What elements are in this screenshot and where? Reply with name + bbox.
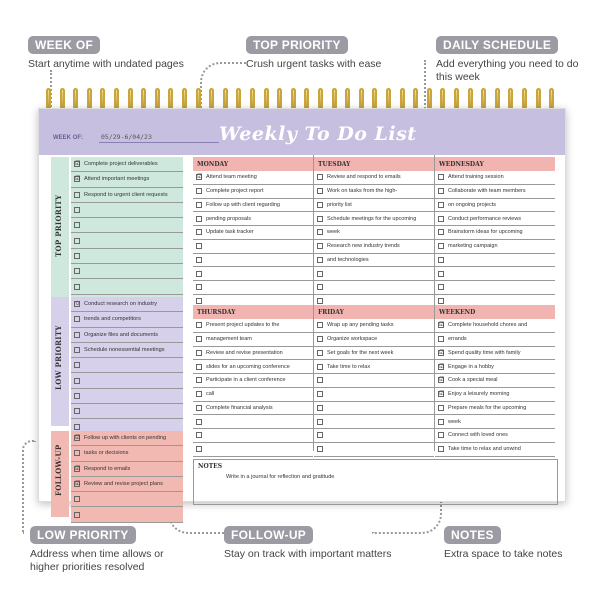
task-text: slides for an upcoming conference <box>206 363 290 370</box>
day-column-weekend <box>435 305 555 457</box>
task-checkbox[interactable] <box>74 316 80 322</box>
task-text: priority list <box>327 201 352 208</box>
task-checkbox[interactable] <box>196 229 202 235</box>
week-of-label: WEEK OF: <box>53 135 83 141</box>
low-priority-tab <box>51 297 69 426</box>
task-text: Review and revise presentation <box>206 349 283 356</box>
task-checkbox[interactable] <box>74 496 80 502</box>
task-text: Organize workspace <box>327 336 378 343</box>
task-checkbox[interactable] <box>74 332 80 338</box>
planner-header <box>39 109 565 155</box>
task-line[interactable] <box>314 360 434 374</box>
column-divider <box>313 155 314 451</box>
task-text: Complete project deliverables <box>84 161 158 168</box>
task-line[interactable] <box>314 388 434 402</box>
task-checkbox[interactable] <box>74 362 80 368</box>
task-line[interactable] <box>435 199 555 213</box>
task-checkbox[interactable] <box>317 336 323 342</box>
task-line[interactable] <box>314 319 434 333</box>
callout-daily-schedule-label: DAILY SCHEDULE <box>436 36 558 54</box>
task-checkbox[interactable] <box>196 364 202 370</box>
task-checkbox[interactable] <box>74 268 80 274</box>
task-checkbox[interactable]: ☑ <box>75 465 81 472</box>
task-line[interactable] <box>314 185 434 199</box>
task-checkbox[interactable] <box>317 229 323 235</box>
task-checkbox[interactable] <box>317 322 323 328</box>
task-line[interactable] <box>71 507 183 522</box>
task-checkbox[interactable] <box>317 271 323 277</box>
task-line[interactable] <box>193 415 313 429</box>
task-checkbox[interactable] <box>74 408 80 414</box>
task-text: Attend training session <box>448 174 504 181</box>
task-line[interactable] <box>193 171 313 185</box>
task-text: Set goals for the next week <box>327 349 394 356</box>
task-line[interactable] <box>435 281 555 295</box>
task-text: Complete financial analysis <box>206 404 273 411</box>
task-line[interactable] <box>435 226 555 240</box>
task-line[interactable] <box>193 185 313 199</box>
leader-low-priority <box>22 440 36 534</box>
task-line[interactable] <box>193 333 313 347</box>
task-checkbox[interactable] <box>438 419 444 425</box>
task-text: Conduct performance reviews <box>448 215 522 222</box>
task-line[interactable] <box>314 171 434 185</box>
task-checkbox[interactable] <box>74 393 80 399</box>
notes-box[interactable] <box>193 459 558 505</box>
task-checkbox[interactable] <box>317 377 323 383</box>
task-checkbox[interactable] <box>438 405 444 411</box>
task-line[interactable] <box>314 443 434 457</box>
task-line[interactable] <box>435 374 555 388</box>
task-line[interactable] <box>71 446 183 461</box>
task-line[interactable] <box>435 212 555 226</box>
task-checkbox[interactable] <box>196 298 202 304</box>
task-line[interactable] <box>193 360 313 374</box>
callout-week-of <box>28 36 184 71</box>
week-of-value[interactable]: 05/29-6/04/23 <box>101 133 152 141</box>
task-line[interactable] <box>71 279 183 294</box>
task-line[interactable] <box>71 249 183 264</box>
task-checkbox[interactable] <box>196 216 202 222</box>
day-header: WEDNESDAY <box>435 157 555 171</box>
task-line[interactable] <box>314 402 434 416</box>
task-line[interactable] <box>193 226 313 240</box>
task-line[interactable] <box>314 226 434 240</box>
task-checkbox[interactable]: ☑ <box>439 322 445 329</box>
task-checkbox[interactable] <box>74 238 80 244</box>
task-line[interactable] <box>435 254 555 268</box>
task-line[interactable] <box>314 199 434 213</box>
callout-follow-up-desc: Stay on track with important matters <box>224 548 392 560</box>
task-checkbox[interactable] <box>74 424 80 430</box>
task-checkbox[interactable] <box>196 322 202 328</box>
task-checkbox[interactable] <box>74 450 80 456</box>
task-checkbox[interactable] <box>317 419 323 425</box>
task-line[interactable] <box>71 358 183 373</box>
callout-top-priority-label: TOP PRIORITY <box>246 36 348 54</box>
task-line[interactable] <box>314 374 434 388</box>
task-checkbox[interactable] <box>317 243 323 249</box>
task-text: Follow up with client regarding <box>206 201 280 208</box>
callout-low-priority-label: LOW PRIORITY <box>30 526 136 544</box>
task-checkbox[interactable]: ☑ <box>75 176 81 183</box>
task-checkbox[interactable] <box>74 192 80 198</box>
task-checkbox[interactable]: ☑ <box>439 349 445 356</box>
low-priority-panel <box>51 297 183 426</box>
column-divider <box>434 155 435 451</box>
task-checkbox[interactable]: ☑ <box>439 391 445 398</box>
task-line[interactable] <box>71 477 183 492</box>
task-line[interactable] <box>71 233 183 248</box>
task-checkbox[interactable] <box>438 243 444 249</box>
task-line[interactable] <box>314 212 434 226</box>
task-checkbox[interactable] <box>317 350 323 356</box>
task-checkbox[interactable]: ☑ <box>439 377 445 384</box>
week-of-underline <box>99 142 219 143</box>
task-line[interactable] <box>314 429 434 443</box>
task-checkbox[interactable] <box>438 202 444 208</box>
task-line[interactable] <box>435 415 555 429</box>
task-line[interactable] <box>435 347 555 361</box>
task-text: Research new industry trends <box>327 243 400 250</box>
task-text: Update task tracker <box>206 229 254 236</box>
task-text: Complete project report <box>206 188 264 195</box>
task-checkbox[interactable] <box>74 207 80 213</box>
task-line[interactable] <box>71 431 183 446</box>
task-checkbox[interactable] <box>438 174 444 180</box>
task-line[interactable] <box>71 462 183 477</box>
task-checkbox[interactable] <box>196 350 202 356</box>
task-text: Schedule nonessential meetings <box>84 347 165 354</box>
task-checkbox[interactable] <box>196 419 202 425</box>
follow-up-list <box>71 431 183 523</box>
task-text: Take time to relax <box>327 363 371 370</box>
task-line[interactable] <box>193 319 313 333</box>
task-line[interactable] <box>435 388 555 402</box>
task-line[interactable] <box>193 443 313 457</box>
task-text: Complete household chores and <box>448 322 528 329</box>
task-text: Follow up with clients on pending <box>84 435 167 442</box>
callout-notes <box>444 526 562 561</box>
task-text: Schedule meetings for the upcoming <box>327 215 417 222</box>
task-line[interactable] <box>193 347 313 361</box>
task-text: Attend important meetings <box>84 176 150 183</box>
follow-up-label: FOLLOW-UP <box>54 444 63 496</box>
callout-daily-schedule <box>436 36 586 84</box>
low-priority-list <box>71 297 183 435</box>
task-checkbox[interactable] <box>438 432 444 438</box>
task-line[interactable] <box>314 281 434 295</box>
day-column-monday <box>193 157 313 309</box>
task-line[interactable] <box>435 443 555 457</box>
task-line[interactable] <box>193 388 313 402</box>
task-checkbox[interactable] <box>317 202 323 208</box>
day-column-wednesday <box>435 157 555 309</box>
task-text: Present project updates to the <box>206 322 280 329</box>
task-text: and technologies <box>327 256 369 263</box>
task-checkbox[interactable]: ☑ <box>75 161 81 168</box>
task-checkbox[interactable] <box>196 284 202 290</box>
task-checkbox[interactable] <box>438 188 444 194</box>
task-line[interactable] <box>435 267 555 281</box>
day-column-tuesday <box>314 157 434 309</box>
callout-notes-label: NOTES <box>444 526 501 544</box>
task-line[interactable] <box>71 343 183 358</box>
task-line[interactable] <box>314 267 434 281</box>
task-line[interactable] <box>71 203 183 218</box>
task-line[interactable] <box>435 240 555 254</box>
task-line[interactable] <box>193 402 313 416</box>
task-line[interactable] <box>314 347 434 361</box>
callout-follow-up-label: FOLLOW-UP <box>224 526 313 544</box>
task-line[interactable] <box>193 254 313 268</box>
task-checkbox[interactable] <box>438 284 444 290</box>
task-line[interactable] <box>193 281 313 295</box>
notes-label: NOTES <box>198 463 223 470</box>
task-line[interactable] <box>193 240 313 254</box>
task-checkbox[interactable] <box>317 284 323 290</box>
task-checkbox[interactable] <box>74 284 80 290</box>
task-line[interactable] <box>435 319 555 333</box>
task-checkbox[interactable] <box>438 229 444 235</box>
task-checkbox[interactable]: ☑ <box>197 174 203 181</box>
day-header: FRIDAY <box>314 305 434 319</box>
callout-top-priority-desc: Crush urgent tasks with ease <box>246 58 382 70</box>
task-checkbox[interactable] <box>317 405 323 411</box>
task-text: Work on tasks from the high- <box>327 188 398 195</box>
task-checkbox[interactable] <box>196 405 202 411</box>
task-text: tasks or decisions <box>84 450 129 457</box>
task-checkbox[interactable]: ☑ <box>439 363 445 370</box>
callout-follow-up <box>224 526 391 561</box>
task-text: Take time to relax and unwind <box>448 446 521 453</box>
planner-title: Weekly To Do List <box>219 123 417 145</box>
day-column-friday <box>314 305 434 457</box>
task-checkbox[interactable] <box>196 336 202 342</box>
task-checkbox[interactable] <box>317 174 323 180</box>
task-text: Brainstorm ideas for upcoming <box>448 229 523 236</box>
task-line[interactable] <box>314 254 434 268</box>
task-text: errands <box>448 336 467 343</box>
task-line[interactable] <box>193 374 313 388</box>
task-text: Prepare meals for the upcoming <box>448 404 527 411</box>
task-text: Organize files and documents <box>84 331 159 338</box>
task-checkbox[interactable] <box>317 364 323 370</box>
task-checkbox[interactable] <box>74 378 80 384</box>
task-checkbox[interactable] <box>438 336 444 342</box>
weekly-planner-page <box>38 108 566 502</box>
task-line[interactable] <box>71 492 183 507</box>
task-checkbox[interactable] <box>196 257 202 263</box>
task-text: week <box>327 229 340 236</box>
task-checkbox[interactable] <box>196 391 202 397</box>
task-line[interactable] <box>71 218 183 233</box>
task-text: Cook a special meal <box>448 377 498 384</box>
task-line[interactable] <box>435 429 555 443</box>
task-text: Participate in a client conference <box>206 377 286 384</box>
task-checkbox[interactable] <box>196 202 202 208</box>
task-text: Enjoy a leisurely morning <box>448 391 510 398</box>
task-line[interactable] <box>71 264 183 279</box>
task-line[interactable] <box>435 402 555 416</box>
task-line[interactable] <box>193 212 313 226</box>
day-header: TUESDAY <box>314 157 434 171</box>
task-text: call <box>206 391 215 398</box>
top-priority-panel <box>51 157 183 300</box>
task-line[interactable] <box>71 172 183 187</box>
task-checkbox[interactable] <box>74 347 80 353</box>
task-checkbox[interactable] <box>438 216 444 222</box>
task-checkbox[interactable] <box>74 512 80 518</box>
task-text: Respond to emails <box>84 465 131 472</box>
task-line[interactable] <box>193 429 313 443</box>
task-checkbox[interactable] <box>196 271 202 277</box>
task-line[interactable] <box>71 373 183 388</box>
task-checkbox[interactable] <box>196 446 202 452</box>
task-text: Attend team meeting <box>206 174 257 181</box>
task-checkbox[interactable] <box>74 222 80 228</box>
task-checkbox[interactable] <box>317 298 323 304</box>
callout-week-of-desc: Start anytime with undated pages <box>28 58 184 70</box>
task-text: on ongoing projects <box>448 201 497 208</box>
task-checkbox[interactable] <box>74 253 80 259</box>
notes-text: Write in a journal for reflection and gratitude <box>226 474 335 480</box>
follow-up-tab <box>51 431 69 517</box>
day-header: WEEKEND <box>435 305 555 319</box>
task-text: Engage in a hobby <box>448 363 494 370</box>
task-checkbox[interactable] <box>438 446 444 452</box>
task-text: Spend quality time with family <box>448 349 521 356</box>
task-text: management team <box>206 336 252 343</box>
task-checkbox[interactable] <box>196 377 202 383</box>
task-line[interactable] <box>71 312 183 327</box>
task-text: trends and competitors <box>84 316 141 323</box>
task-line[interactable] <box>71 328 183 343</box>
task-checkbox[interactable]: ☑ <box>75 481 81 488</box>
task-text: Wrap up any pending tasks <box>327 322 394 329</box>
task-line[interactable] <box>71 404 183 419</box>
task-line[interactable] <box>193 267 313 281</box>
task-checkbox[interactable] <box>317 257 323 263</box>
callout-week-of-label: WEEK OF <box>28 36 100 54</box>
task-line[interactable] <box>314 240 434 254</box>
task-text: Review and revise project plans <box>84 481 163 488</box>
task-checkbox[interactable] <box>196 188 202 194</box>
task-line[interactable] <box>314 333 434 347</box>
task-text: marketing campaign <box>448 243 498 250</box>
callout-low-priority <box>30 526 190 574</box>
task-line[interactable] <box>71 188 183 203</box>
task-checkbox[interactable]: ✩ <box>75 301 81 308</box>
callout-top-priority <box>246 36 381 71</box>
task-line[interactable] <box>435 333 555 347</box>
task-checkbox[interactable] <box>196 243 202 249</box>
task-text: Collaborate with team members <box>448 188 526 195</box>
day-header: THURSDAY <box>193 305 313 319</box>
day-column-thursday <box>193 305 313 457</box>
top-priority-tab <box>51 157 69 300</box>
task-text: Review and respond to emails <box>327 174 401 181</box>
task-checkbox[interactable] <box>196 432 202 438</box>
task-checkbox[interactable] <box>317 446 323 452</box>
follow-up-panel <box>51 431 183 517</box>
day-header: MONDAY <box>193 157 313 171</box>
task-line[interactable] <box>435 360 555 374</box>
task-text: week <box>448 418 461 425</box>
task-checkbox[interactable] <box>317 216 323 222</box>
callout-daily-schedule-desc: Add everything you need to do this week <box>436 58 579 83</box>
task-checkbox[interactable] <box>438 271 444 277</box>
task-line[interactable] <box>435 171 555 185</box>
task-line[interactable] <box>314 415 434 429</box>
task-line[interactable] <box>71 157 183 172</box>
task-text: pending proposals <box>206 215 251 222</box>
task-checkbox[interactable]: ☑ <box>75 435 81 442</box>
task-line[interactable] <box>435 185 555 199</box>
task-line[interactable] <box>71 389 183 404</box>
low-priority-label: LOW PRIORITY <box>54 324 63 390</box>
task-checkbox[interactable] <box>317 391 323 397</box>
top-priority-list <box>71 157 183 310</box>
task-checkbox[interactable] <box>438 257 444 263</box>
task-line[interactable] <box>193 199 313 213</box>
task-checkbox[interactable] <box>317 432 323 438</box>
top-priority-label: TOP PRIORITY <box>54 194 63 257</box>
task-checkbox[interactable] <box>317 188 323 194</box>
callout-low-priority-desc: Address when time allows or higher priorities resolved <box>30 548 164 573</box>
task-checkbox[interactable] <box>438 298 444 304</box>
task-text: Conduct research on industry <box>84 301 158 308</box>
task-line[interactable] <box>71 297 183 312</box>
callout-notes-desc: Extra space to take notes <box>444 548 563 560</box>
task-text: Respond to urgent client requests <box>84 191 168 198</box>
task-text: Connect with loved ones <box>448 432 508 439</box>
